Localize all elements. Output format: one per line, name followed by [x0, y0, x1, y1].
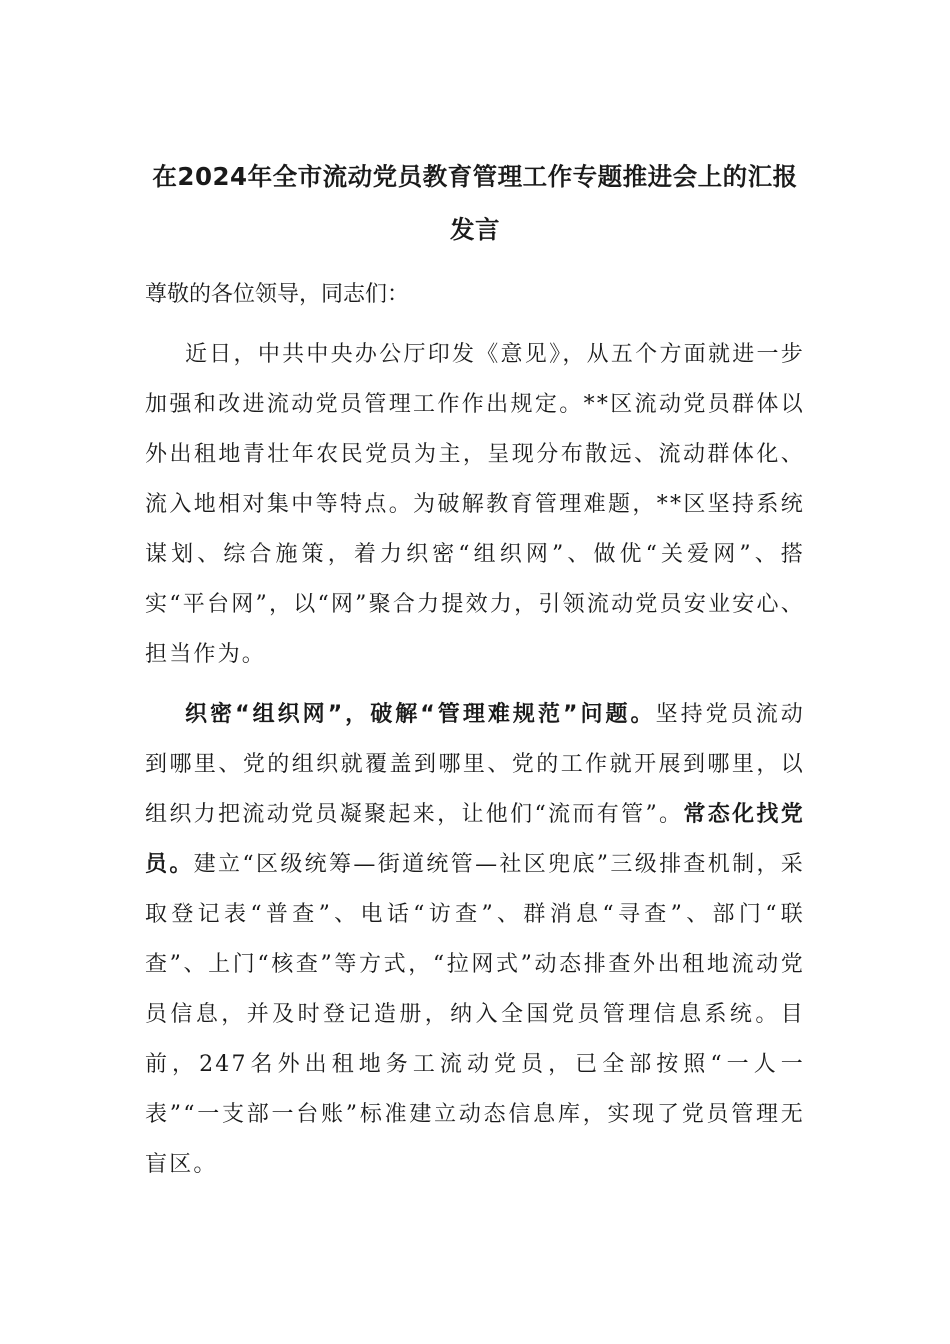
paragraph-intro: 近日，中共中央办公厅印发《意见》，从五个方面就进一步加强和改进流动党员管理工作作出规定。**区流动党员群体以外出租地青壮年农民党员为主，呈现分布散远、流动群体化、流入地相对集中等特点。为破解教育管理难题，**区坚持系统谋划、综合施策，着力织密“组织网”、做优“关爱网”、搭实“平台网”，以“网”聚合力提效力，引领流动党员安业安心、担当作为。 [145, 342, 805, 667]
document-page [145, 150, 805, 1190]
section-text: 坚持党员流动到哪里、党的组织就覆盖到哪里、党的工作就开展到哪里，以组织力把流动党员凝聚起来，让他们“流而有管”。 [145, 702, 806, 827]
paragraph-organization-network [145, 690, 805, 1190]
subsection-heading: 常态化找党员。 [145, 802, 805, 877]
section-heading: 织密“组织网”，破解“管理难规范”问题。 [185, 702, 656, 727]
subsection-text: 建立“区级统筹—街道统管—社区兜底”三级排查机制，采取登记表“普查”、电话“访查”、群消息“寻查”、部门“联查”、上门“核查”等方式，“拉网式”动态排查外出租地流动党员信息，并及时登记造册，纳入全国党员管理信息系统。目前，247名外出租地务工流动党员，已全部按照“一人一表”“一支部一台账”标准建立动态信息库，实现了党员管理无盲区。 [145, 852, 806, 1177]
document-title: 在2024年全市流动党员教育管理工作专题推进会上的汇报发言 [152, 162, 798, 244]
salutation: 尊敬的各位领导，同志们： [145, 282, 410, 307]
